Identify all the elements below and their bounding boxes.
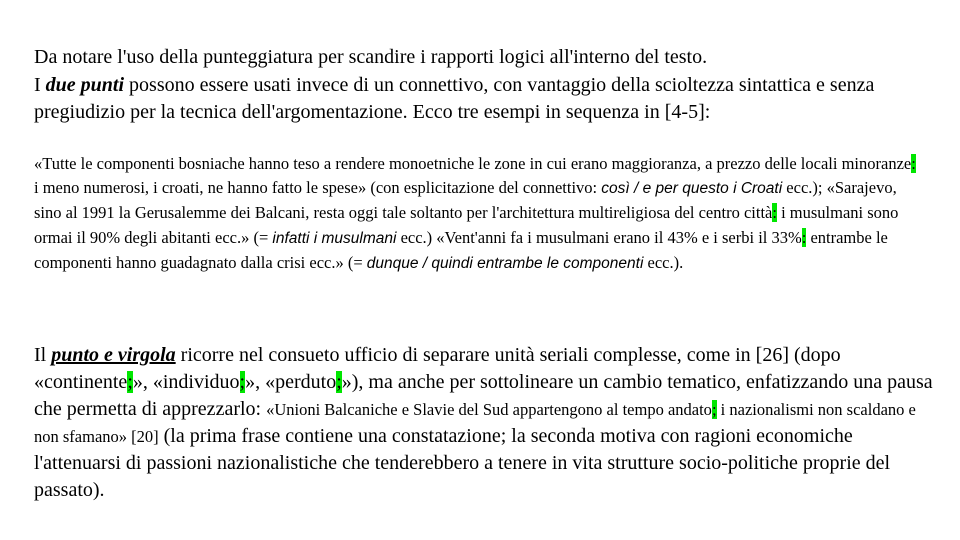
highlighted-semicolon: ; <box>239 371 246 393</box>
highlighted-semicolon: ; <box>127 371 133 393</box>
semicolon-paragraph: Il punto e virgola ricorre nel consueto ufficio di separare unità seriali complesse, come in [26] (dopo «continente;», «individuo;», «perduto;»), ma anche per sottolineare un cambio tematico, enfatizzando una pausa che permetta di apprezzarlo: «Unioni Balcaniche e Slavie del Sud appartengono al tempo andato; i nazionalismi non scaldano e non sfamano» [20] (la prima frase contiene una constatazione; la seconda motiva con ragioni economiche l'attenuarsi di passioni nazionalistiche che tenderebbero a tenere in vita strutture socio-politiche proprie del passato). <box>34 344 933 501</box>
quotation: «Unioni Balcaniche e Slavie del Sud appartengono al tempo andato <box>266 400 712 419</box>
examples-paragraph: «Tutte le componenti bosniache hanno teso a rendere monoetniche le zone in cui erano maggioranza, a prezzo delle locali minoranze: i meno numerosi, i croati, ne hanno fatto le spese» (con esplicitazione del connettivo: così / e per questo i Croati ecc.); «Sarajevo, sino al 1991 la Gerusalemme dei Balcani, resta oggi tale soltanto per l'architettura multireligiosa del centro città: i musulmani sono ormai il 90% degli abitanti ecc.» (= infatti i musulmani ecc.) «Vent'anni fa i musulmani erano il 43% e i serbi il 33%: entrambe le componenti hanno guadagnato dalla crisi ecc.» (= dunque / quindi entrambe le componenti ecc.). <box>34 154 916 272</box>
connective-explicit: infatti i musulmani <box>272 229 397 247</box>
connective-explicit: così / e per questo i Croati <box>601 180 783 198</box>
term-due-punti: due punti <box>45 73 125 96</box>
quotation-cont: i nazionalismi non scaldano e non sfamano» [20] <box>34 400 916 446</box>
intro-line-1: Da notare l'uso della punteggiatura per scandire i rapporti logici all'interno del testo. <box>34 46 708 68</box>
highlighted-semicolon: ; <box>711 400 717 419</box>
highlighted-colon: : <box>911 154 916 173</box>
connective-explicit: dunque / quindi entrambe le componenti <box>366 254 644 272</box>
highlighted-colon: : <box>801 227 807 247</box>
highlighted-semicolon: ; <box>336 371 342 393</box>
intro-paragraph: Da notare l'uso della punteggiatura per scandire i rapporti logici all'interno del testo. I due punti possono essere usati invece di un connettivo, con vantaggio della scioltezza sintattica e senza pregiudizio per la tecnica dell'argomentazione. Ecco tre esempi in sequenza in [4-5]: <box>34 46 875 123</box>
reference-26: [26] <box>755 344 789 366</box>
highlighted-colon: : <box>772 203 777 223</box>
term-punto-e-virgola: punto e virgola <box>51 344 176 366</box>
